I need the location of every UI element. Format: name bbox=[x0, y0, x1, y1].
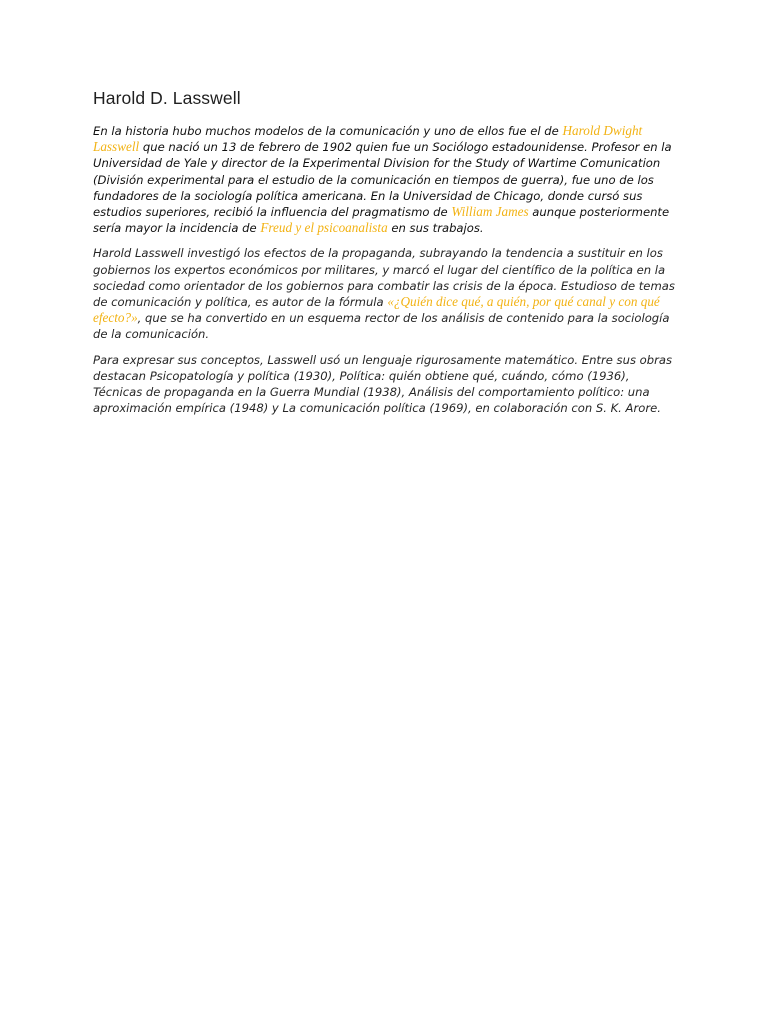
highlight-link-freud[interactable]: Freud y el psicoanalista bbox=[260, 220, 388, 236]
paragraph-text: en sus trabajos. bbox=[387, 221, 484, 236]
paragraph-text: En la historia hubo muchos modelos de la comunicación y uno de ellos fue el de bbox=[93, 124, 563, 138]
paragraph-text: aunque posteriormente sería mayor la incidencia de bbox=[93, 205, 670, 236]
document-page bbox=[93, 88, 675, 425]
paragraph-works: Para expresar sus conceptos, Lasswell usó un lenguaje rigurosamente matemático. Entre sus obras destacan Psicopatología y política (1930), Política: quién obtiene qué, cuándo, cómo (1936), Técnicas de propaganda en la Guerra Mundial (1938), Análisis del comportamiento político: una aproximación empírica (1948) y La comunicación política (1969), en colaboración con S. K. Arore. bbox=[93, 352, 673, 416]
document-title: Harold D. Lasswell bbox=[93, 88, 241, 108]
highlight-link-harold-dwight-lasswell[interactable]: Harold Dwight Lasswell bbox=[93, 123, 643, 155]
paragraph-propaganda bbox=[93, 245, 675, 342]
paragraph-text: que nació un 13 de febrero de 1902 quien fue un Sociólogo estadounidense. Profesor en la Universidad de Yale y director de la Experimental Division for the Study of Wartime Comunication (División experimental para el estudio de la comunicación en tiempos de guerra), fue uno de los fundadores de la sociología política americana. En la Universidad de Chicago, donde cursó sus estudios superiores, recibió la influencia del pragmatismo de bbox=[93, 140, 672, 220]
highlight-link-william-james[interactable]: William James bbox=[451, 204, 529, 220]
paragraph-text: , que se ha convertido en un esquema rector de los análisis de contenido para la sociología de la comunicación. bbox=[93, 311, 670, 342]
paragraph-text: Harold Lasswell investigó los efectos de la propaganda, subrayando la tendencia a sustituir en los gobiernos los expertos económicos por militares, y marcó el lugar del científico de la política en la sociedad como orientador de los gobiernos para combatir las crisis de la época. Estudioso de temas de comunicación y política, es autor de la fórmula bbox=[93, 246, 675, 310]
highlight-link-formula[interactable]: «¿Quién dice qué, a quién, por qué canal y con qué efecto?» bbox=[93, 294, 660, 326]
paragraph-biography bbox=[93, 123, 675, 236]
